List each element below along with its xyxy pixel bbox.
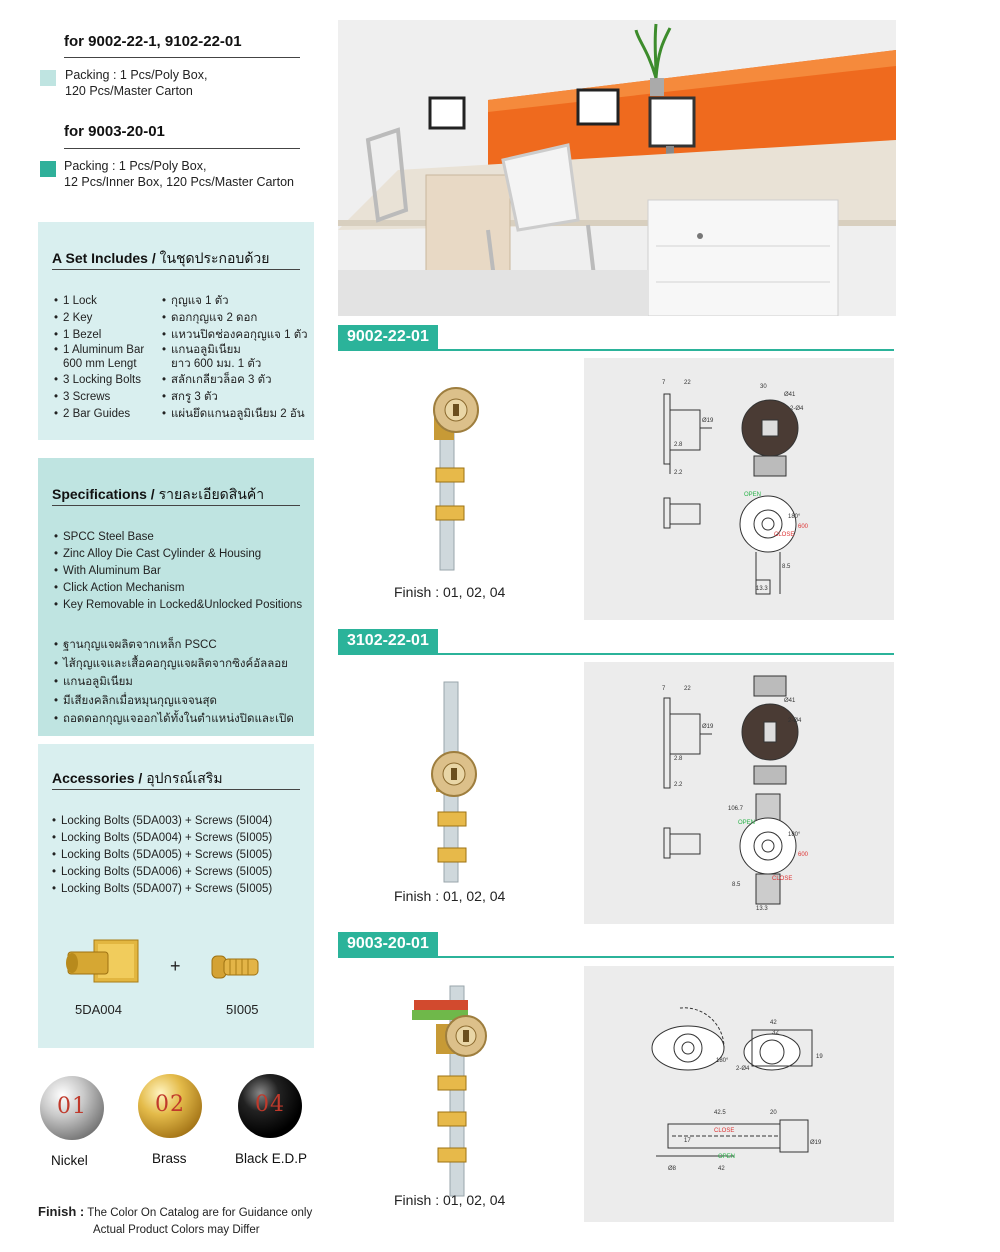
packing-swatch-1 [40, 70, 56, 86]
model-bar-1 [338, 325, 894, 351]
label-angle-3: 180° [716, 1058, 729, 1064]
dim-2-8: 2.8 [674, 442, 683, 448]
specifications-panel [38, 458, 314, 736]
label-open: OPEN [744, 492, 762, 498]
model-tag-1: 9002-22-01 [338, 325, 438, 349]
label-close-3: CLOSE [714, 1128, 735, 1134]
dim-600b: 600 [798, 852, 809, 858]
dim-19: Ø19 [702, 418, 714, 424]
set-includes-title: A Set Includes / ในชุดประกอบด้วย [52, 250, 270, 266]
model-tag-2: 3102-22-01 [338, 629, 438, 653]
dim-13-3b: 13.3 [756, 906, 768, 912]
dim-32: 32 [772, 1030, 779, 1036]
dim-2-4c: 2-Ø4 [736, 1066, 750, 1072]
dim-13-3: 13.3 [756, 586, 768, 592]
set-includes-panel [38, 222, 314, 440]
label-close-2: CLOSE [772, 876, 793, 882]
label-open-3: OPEN [718, 1154, 736, 1160]
dim-30: 30 [760, 384, 767, 390]
dim-41b: Ø41 [784, 698, 796, 704]
label-close: CLOSE [774, 532, 795, 538]
accessories-title: Accessories / อุปกรณ์เสริม [52, 770, 223, 786]
dim-2-2b: 2.2 [674, 782, 683, 788]
dim-2-4b: 2-Ø4 [788, 718, 802, 724]
model-tag-3: 9003-20-01 [338, 932, 438, 956]
finish-note: Finish : The Color On Catalog are for Guidance only Actual Product Colors may Differ [38, 1204, 313, 1236]
product-image-1 [338, 358, 578, 620]
dim-2-4: 2-Ø4 [790, 406, 804, 412]
dim-7: 7 [662, 380, 666, 386]
dim-42b: 42 [718, 1166, 725, 1172]
packing-text-1: Packing : 1 Pcs/Poly Box, 120 Pcs/Master Carton [65, 68, 208, 98]
finish-name-brass: Brass [152, 1151, 187, 1166]
packing-text-2: Packing : 1 Pcs/Poly Box, 12 Pcs/Inner Box, 120 Pcs/Master Carton [64, 159, 294, 189]
dim-106-7: 106.7 [728, 806, 744, 812]
part-b-label: 5I005 [226, 1002, 259, 1017]
accessories-panel [38, 744, 314, 1048]
dim-7b: 7 [662, 686, 666, 692]
dim-8-5b: 8.5 [732, 882, 741, 888]
dim-8: Ø8 [668, 1166, 677, 1172]
label-open-2: OPEN [738, 820, 756, 826]
finish-swatch-nickel: 01 [40, 1076, 104, 1140]
model-bar-3 [338, 932, 894, 958]
dim-2-2: 2.2 [674, 470, 683, 476]
packing-title-1: for 9002-22-1, 9102-22-01 [64, 33, 242, 50]
drawing-1 [584, 358, 894, 620]
product-finish-3: Finish : 01, 02, 04 [394, 1192, 506, 1208]
dim-42: 42 [770, 1020, 777, 1026]
screw-image [208, 950, 264, 984]
set-includes-th-list: • กุญแจ 1 ตัว • ดอกกุญแจ 2 ดอก • แหวนปิดช่องคอกุญแจ 1 ตัว • แกนอลูมิเนียม ยาว 600 มม. 1 ตัว • สลักเกลียวล็อค 3 ตัว • สกรู 3 ตัว • แผ่นยึดแกนอลูมิเนียม 2 อัน [162, 293, 308, 423]
dim-17: 17 [684, 1138, 691, 1144]
packing-title-2: for 9003-20-01 [64, 123, 165, 140]
dim-2-8b: 2.8 [674, 756, 683, 762]
product-finish-1: Finish : 01, 02, 04 [394, 584, 506, 600]
part-a-label: 5DA004 [75, 1002, 122, 1017]
product-image-2 [338, 662, 578, 924]
model-bar-2 [338, 629, 894, 655]
drawing-2 [584, 662, 894, 924]
dim-19b: Ø19 [702, 724, 714, 730]
label-angle: 180° [788, 514, 801, 520]
dim-41: Ø41 [784, 392, 796, 398]
dim-42-5: 42.5 [714, 1110, 726, 1116]
finish-swatch-black: 04 [238, 1074, 302, 1138]
finish-name-nickel: Nickel [51, 1153, 88, 1168]
plus-sign: + [170, 956, 181, 976]
specifications-en-list: • SPCC Steel Base • Zinc Alloy Die Cast Cylinder & Housing • With Aluminum Bar • Click Action Mechanism • Key Removable in Locked&Unlocked Positions [54, 529, 302, 614]
set-includes-en-list: • 1 Lock • 2 Key • 1 Bezel • 1 Aluminum Bar 600 mm Lengt • 3 Locking Bolts • 3 Screws • 2 Bar Guides [54, 293, 144, 423]
packing-swatch-2 [40, 161, 56, 177]
office-photo [338, 20, 896, 316]
product-finish-2: Finish : 01, 02, 04 [394, 888, 506, 904]
dim-19c: 19 [816, 1054, 823, 1060]
dim-22b: 22 [684, 686, 691, 692]
specifications-th-list: • ฐานกุญแจผลิตจากเหล็ก PSCC • ไส้กุญแจและเสื้อคอกุญแจผลิตจากซิงค์อัลลอย • แกนอลูมิเนียม • มีเสียงคลิกเมื่อหมุนกุญแจจนสุด • ถอดดอกกุญแจออกได้ทั้งในตำแหน่งปิดและเปิด [54, 636, 294, 729]
locking-bolt-image [64, 936, 144, 992]
finish-name-black: Black E.D.P [235, 1151, 308, 1166]
drawing-3 [584, 966, 894, 1222]
specifications-title: Specifications / รายละเอียดสินค้า [52, 486, 265, 502]
dim-22: 22 [684, 380, 691, 386]
dim-600: 600 [798, 524, 809, 530]
product-image-3 [338, 966, 578, 1222]
label-angle-2: 180° [788, 832, 801, 838]
accessories-list: • Locking Bolts (5DA003) + Screws (5I004) • Locking Bolts (5DA004) + Screws (5I005) • Locking Bolts (5DA005) + Screws (5I005) • Locking Bolts (5DA006) + Screws (5I005) • Locking Bolts (5DA007) + Screws (5I005) [52, 813, 272, 898]
dim-20: 20 [770, 1110, 777, 1116]
dim-8-5: 8.5 [782, 564, 791, 570]
finish-swatch-brass: 02 [138, 1074, 202, 1138]
dim-19d: Ø19 [810, 1140, 822, 1146]
